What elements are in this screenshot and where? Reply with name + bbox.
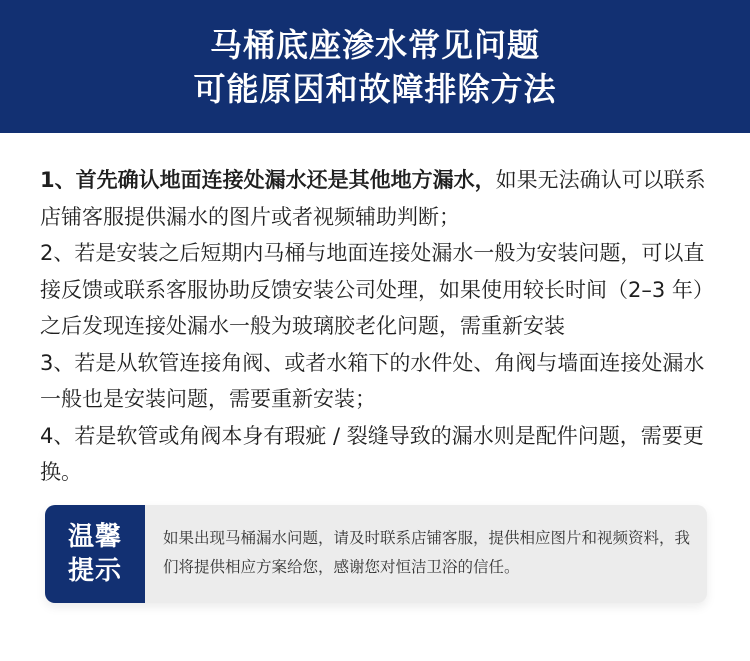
tip-box (45, 505, 707, 603)
item-1-heading: 1、首先确认地面连接处漏水还是其他地方漏水， (40, 168, 496, 192)
list-item-3: 3、若是从软管连接角阀、或者水箱下的水件处、角阀与墙面连接处漏水一般也是安装问题，需要重新安装； (40, 350, 705, 411)
troubleshooting-list (40, 162, 720, 491)
tip-label-line2: 提示 (67, 556, 122, 586)
item-1-text: 如果无法确认可以联系店铺客服提供漏水的图片或者视频辅助判断； (40, 168, 706, 229)
page-title-line2: 可能原因和故障排除方法 (193, 69, 557, 108)
tip-label-line1: 温馨 (67, 522, 122, 552)
header-banner (0, 0, 750, 133)
page-title-line1: 马桶底座渗水常见问题 (209, 25, 540, 64)
tip-text (163, 524, 693, 582)
tip-paragraph: 如果出现马桶漏水问题，请及时联系店铺客服，提供相应图片和视频资料，我们将提供相应方案给您，感谢您对恒洁卫浴的信任。 (163, 529, 691, 576)
list-item-1 (40, 162, 720, 235)
list-item-2: 2、若是安装之后短期内马桶与地面连接处漏水一般为安装问题，可以直接反馈或联系客服协助反馈安装公司处理，如果使用较长时间（2–3 年）之后发现连接处漏水一般为玻璃胶老化问题，需重新安装 (40, 241, 714, 338)
tip-label (45, 505, 145, 603)
list-item-4: 4、若是软管或角阀本身有瑕疵 / 裂缝导致的漏水则是配件问题，需要更换。 (40, 423, 704, 484)
